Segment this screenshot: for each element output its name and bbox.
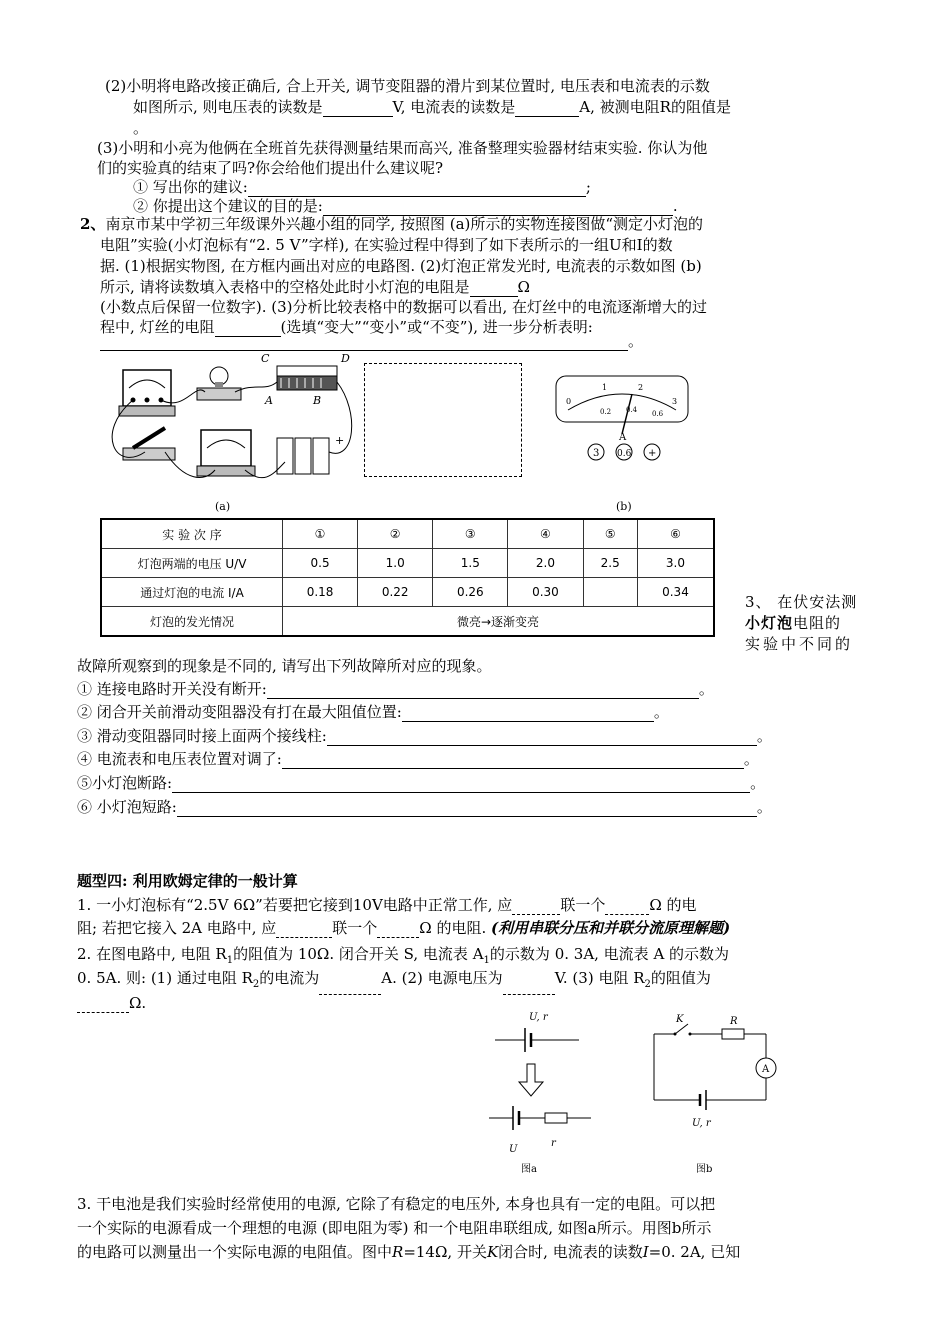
fault-end: 。 <box>743 750 759 768</box>
fault-item <box>77 726 772 746</box>
p3b-text-c: =14Ω, 开关 <box>403 1243 487 1261</box>
fig-b-k-label: K <box>676 1014 684 1025</box>
circuit-drawing-box[interactable] <box>364 363 522 477</box>
table-cell: 2.0 <box>508 549 583 578</box>
q2-part3-suggestion <box>133 177 591 197</box>
p1-text-f: Ω 的电阻. <box>419 919 492 937</box>
header-cell: ⑤ <box>583 519 637 549</box>
table-row <box>101 519 714 549</box>
subscript: 2 <box>644 979 651 990</box>
switch-icon <box>675 1024 688 1034</box>
current-reading-blank[interactable] <box>515 100 579 117</box>
fault-label: ③ 滑动变阻器同时接上面两个接线柱: <box>77 727 327 745</box>
fig-a-top-label: U, r <box>529 1012 548 1023</box>
table-cell: 3.0 <box>637 549 714 578</box>
problem2-end: 。 <box>628 332 644 350</box>
fault-item <box>77 797 772 817</box>
dial-scale-1: 1 <box>602 383 608 392</box>
fig-a-u-label: U <box>509 1144 518 1155</box>
analysis-blank[interactable] <box>100 334 628 351</box>
fault-item <box>77 679 714 699</box>
arrow-down-icon <box>519 1064 543 1096</box>
problem2-line5: (小数点后保留一位数字). (3)分析比较表格中的数据可以看出, 在灯丝中的电流逐渐增大的过 <box>100 298 708 316</box>
rheostat-label-d: D <box>341 352 350 365</box>
q2-part2-line3: 。 <box>133 119 149 137</box>
figure-a-label: (a) <box>215 500 231 512</box>
p3b-r: R <box>392 1243 404 1261</box>
voltage-blank[interactable] <box>503 978 555 995</box>
header-cell: ② <box>358 519 433 549</box>
table-row <box>101 549 714 578</box>
current-r2-blank[interactable] <box>319 978 381 995</box>
terminal-06: 0.6 <box>617 449 632 459</box>
fault-end: 。 <box>653 703 669 721</box>
section4-p1-line2 <box>77 918 730 938</box>
fault-label: ⑤小灯泡断路: <box>77 774 173 792</box>
q2-part2-line2 <box>133 97 731 117</box>
fault-label: ① 连接电路时开关没有断开: <box>77 680 267 698</box>
p3b-k: K <box>486 1243 499 1261</box>
current-blank-cell[interactable] <box>583 578 637 607</box>
meter-icon <box>119 370 175 416</box>
connection-type-blank[interactable] <box>512 898 560 915</box>
problem3-bold: 小灯泡 <box>745 614 794 632</box>
rheostat-label-c: C <box>261 352 270 365</box>
fault-label: ④ 电流表和电压表位置对调了: <box>77 750 282 768</box>
p1-text-b: 联一个 <box>560 896 606 914</box>
dial-scale-2: 2 <box>638 383 644 392</box>
table-cell: 1.0 <box>358 549 433 578</box>
problem3b-line2: 一个实际的电源看成一个理想的电源 (即电阻为零) 和一个电阻串联组成, 如图a所示。用图b所示 <box>77 1219 712 1237</box>
p3b-text-g: =0. 2A, 已知 <box>648 1243 741 1261</box>
p1-hint: (利用串联分压和并联分流原理解题) <box>491 919 731 937</box>
voltage-reading-blank[interactable] <box>323 100 393 117</box>
p2-text-b: 的阻值为 10Ω. 闭合开关 S, 电流表 A <box>233 945 484 963</box>
fig-a-r-label: r <box>551 1138 556 1149</box>
header-cell: ⑥ <box>637 519 714 549</box>
table-cell: 0.34 <box>637 578 714 607</box>
table-cell: 1.5 <box>433 549 508 578</box>
problem2-text6a: 程中, 灯丝的电阻 <box>100 318 215 336</box>
p2-text-c: 的示数为 0. 3A, 电流表 A 的示数为 <box>489 945 730 963</box>
q2-part2-text-a: 如图所示, 则电压表的读数是 <box>133 98 323 116</box>
fault-end: 。 <box>756 798 772 816</box>
dial-scale-0: 0 <box>566 397 572 406</box>
battery-icon <box>277 434 344 474</box>
circuit-figure-b <box>648 1008 788 1178</box>
terminal-plus: + <box>648 448 657 459</box>
section4-p2-line3 <box>77 993 146 1013</box>
q2-part2-text-c: A, 被测电阻R的阻值是 <box>579 98 731 116</box>
fault-answer-blank[interactable] <box>172 776 750 793</box>
p2-text-f: A. (2) 电源电压为 <box>381 969 503 987</box>
dial-scale-06: 0.6 <box>652 410 664 418</box>
problem2-line1 <box>80 214 703 234</box>
table-row <box>101 607 714 637</box>
p3b-text-e: 闭合时, 电流表的读数 <box>498 1243 643 1261</box>
fault-answer-blank[interactable] <box>177 800 757 817</box>
problem2-line4 <box>100 277 530 297</box>
fig-b-caption: 图b <box>696 1164 713 1175</box>
purpose-label: ② 你提出这个建议的目的是: <box>133 197 323 215</box>
problem3-side2 <box>745 613 841 633</box>
p3b-i: I <box>642 1243 649 1261</box>
fault-label: ② 闭合开关前滑动变阻器没有打在最大阻值位置: <box>77 703 402 721</box>
table-cell: 2.5 <box>583 549 637 578</box>
suggestion-label: ① 写出你的建议: <box>133 178 248 196</box>
subscript: 2 <box>252 979 260 990</box>
problem2-line7 <box>100 331 643 351</box>
dial-letter: A <box>619 432 627 443</box>
terminal-3: 3 <box>593 448 600 459</box>
r2-value-blank[interactable] <box>77 996 129 1013</box>
problem2-text1: 南京市某中学初三年级课外兴趣小组的同学, 按照图 (a)所示的实物连接图做“测定小灯泡的 <box>105 215 704 233</box>
fault-end: 。 <box>756 727 772 745</box>
problem3-line1: 故障所观察到的现象是不同的, 请写出下列故障所对应的现象。 <box>77 657 492 675</box>
table-cell: 0.18 <box>283 578 358 607</box>
p2-text-a: 2. 在图电路中, 电阻 R <box>77 945 227 963</box>
p2-text-h: 的阻值为 <box>650 969 711 987</box>
fault-end: 。 <box>698 680 714 698</box>
ohm-unit: Ω <box>517 278 530 296</box>
suggestion-blank[interactable] <box>248 180 586 197</box>
problem2-line3: 据. (1)根据实物图, 在方框内画出对应的电路图. (2)灯泡正常发光时, 电流表的示数如图 (b) <box>100 257 702 275</box>
problem2-number: 2、 <box>80 215 106 233</box>
p1-text-c: Ω 的电 <box>649 896 697 914</box>
p2-text-i: Ω. <box>129 994 147 1012</box>
table-row <box>101 578 714 607</box>
fault-label: ⑥ 小灯泡短路: <box>77 798 177 816</box>
fault-item <box>77 702 669 722</box>
section4-p2-line1 <box>77 944 729 971</box>
p2-text-e: 的电流为 <box>259 969 320 987</box>
resistance-value-blank[interactable] <box>605 898 649 915</box>
p1-text-e: 联一个 <box>332 919 378 937</box>
table-cell: 0.26 <box>433 578 508 607</box>
table-cell: 微亮→逐渐变亮 <box>283 607 715 637</box>
fault-item <box>77 773 765 793</box>
figure-b-label: (b) <box>616 500 632 512</box>
problem2-text6b: (选填“变大”“变小”或“不变”), 进一步分析表明: <box>280 318 593 336</box>
table-cell: 0.22 <box>358 578 433 607</box>
q2-part3-line2: 们的实验真的结束了吗?你会给他们提出什么建议呢? <box>97 159 444 177</box>
q2-part2-line1: (2)小明将电路改接正确后, 合上开关, 调节变阻器的滑片到某位置时, 电压表和电流表的示数 <box>105 77 710 95</box>
rheostat-label-a: A <box>265 394 273 407</box>
table-cell: 0.5 <box>283 549 358 578</box>
resistance-blank[interactable] <box>470 280 518 297</box>
p3b-text-a: 的电路可以测量出一个实际电源的电阻值。图中 <box>77 1243 393 1261</box>
fig-a-caption: 图a <box>521 1164 537 1175</box>
fig-b-ur-label: U, r <box>692 1118 711 1129</box>
fig-b-a-label: A <box>762 1064 770 1075</box>
fault-answer-blank[interactable] <box>282 752 744 769</box>
suggestion-end: ; <box>585 178 591 196</box>
fault-answer-blank[interactable] <box>402 705 654 722</box>
svg-text:+: + <box>335 434 345 447</box>
dial-scale-3: 3 <box>672 397 678 406</box>
problem3-side2b: 电阻的 <box>793 614 842 632</box>
q2-part2-text-b: V, 电流表的读数是 <box>392 98 516 116</box>
problem3-side1: 3、 在伏安法测 <box>745 593 858 611</box>
p2-text-g: V. (3) 电阻 R <box>554 969 645 987</box>
fault-item <box>77 749 759 769</box>
row-label: 灯泡的发光情况 <box>101 607 283 637</box>
p1-text-d: 阻; 若把它接入 2A 电路中, 应 <box>77 919 277 937</box>
row-label: 灯泡两端的电压 U/V <box>101 549 283 578</box>
connection-type-blank[interactable] <box>276 921 332 938</box>
problem3b-line1: 3. 干电池是我们实验时经常使用的电源, 它除了有稳定的电压外, 本身也具有一定的电阻。可以把 <box>77 1195 716 1213</box>
problem2-line2: 电阻”实验(小灯泡标有“2. 5 V”字样), 在实验过程中得到了如下表所示的一组U和I的数 <box>100 236 673 254</box>
dial-scale-02: 0.2 <box>600 408 612 416</box>
fault-answer-blank[interactable] <box>267 682 699 699</box>
fig-b-r-label: R <box>730 1016 738 1027</box>
meter-icon <box>197 430 255 476</box>
p2-text-d: 0. 5A. 则: (1) 通过电阻 R <box>77 969 253 987</box>
subscript: 1 <box>483 955 490 966</box>
experiment-table <box>100 518 715 637</box>
q2-part3-line1: (3)小明和小亮为他俩在全班首先获得测量结果而高兴, 准备整理实验器材结束实验. 你认为他 <box>97 139 708 157</box>
header-cell: ③ <box>433 519 508 549</box>
resistance-value-blank[interactable] <box>377 921 419 938</box>
row-label: 通过灯泡的电流 I/A <box>101 578 283 607</box>
rheostat-icon <box>261 352 350 407</box>
figure-b-ammeter-dial <box>548 372 698 512</box>
problem2-text4: 所示, 请将读数填入表格中的空格处此时小灯泡的电阻是 <box>100 278 470 296</box>
dial-scale-04: 0.4 <box>626 406 638 414</box>
fault-answer-blank[interactable] <box>327 729 757 746</box>
section4-p1-line1 <box>77 895 697 915</box>
header-cell: ④ <box>508 519 583 549</box>
figure-a-physical-circuit <box>105 352 365 512</box>
subscript: 1 <box>226 955 234 966</box>
rheostat-label-b: B <box>313 394 322 407</box>
section4-title: 题型四: 利用欧姆定律的一般计算 <box>77 872 298 890</box>
header-cell: 实 验 次 序 <box>101 519 283 549</box>
fault-end: 。 <box>750 774 766 792</box>
bulb-icon <box>197 367 241 400</box>
circuit-figure-a <box>485 1008 605 1178</box>
problem3-side3: 实验中不同的 <box>745 635 854 653</box>
p1-text-a: 1. 一小灯泡标有“2.5V 6Ω”若要把它接到10V电路中正常工作, 应 <box>77 896 513 914</box>
problem3b-line3 <box>77 1242 740 1262</box>
section4-p2-line2 <box>77 968 711 995</box>
purpose-end: . <box>672 197 678 215</box>
header-cell: ① <box>283 519 358 549</box>
q2-part3-purpose <box>133 196 678 216</box>
table-cell: 0.30 <box>508 578 583 607</box>
